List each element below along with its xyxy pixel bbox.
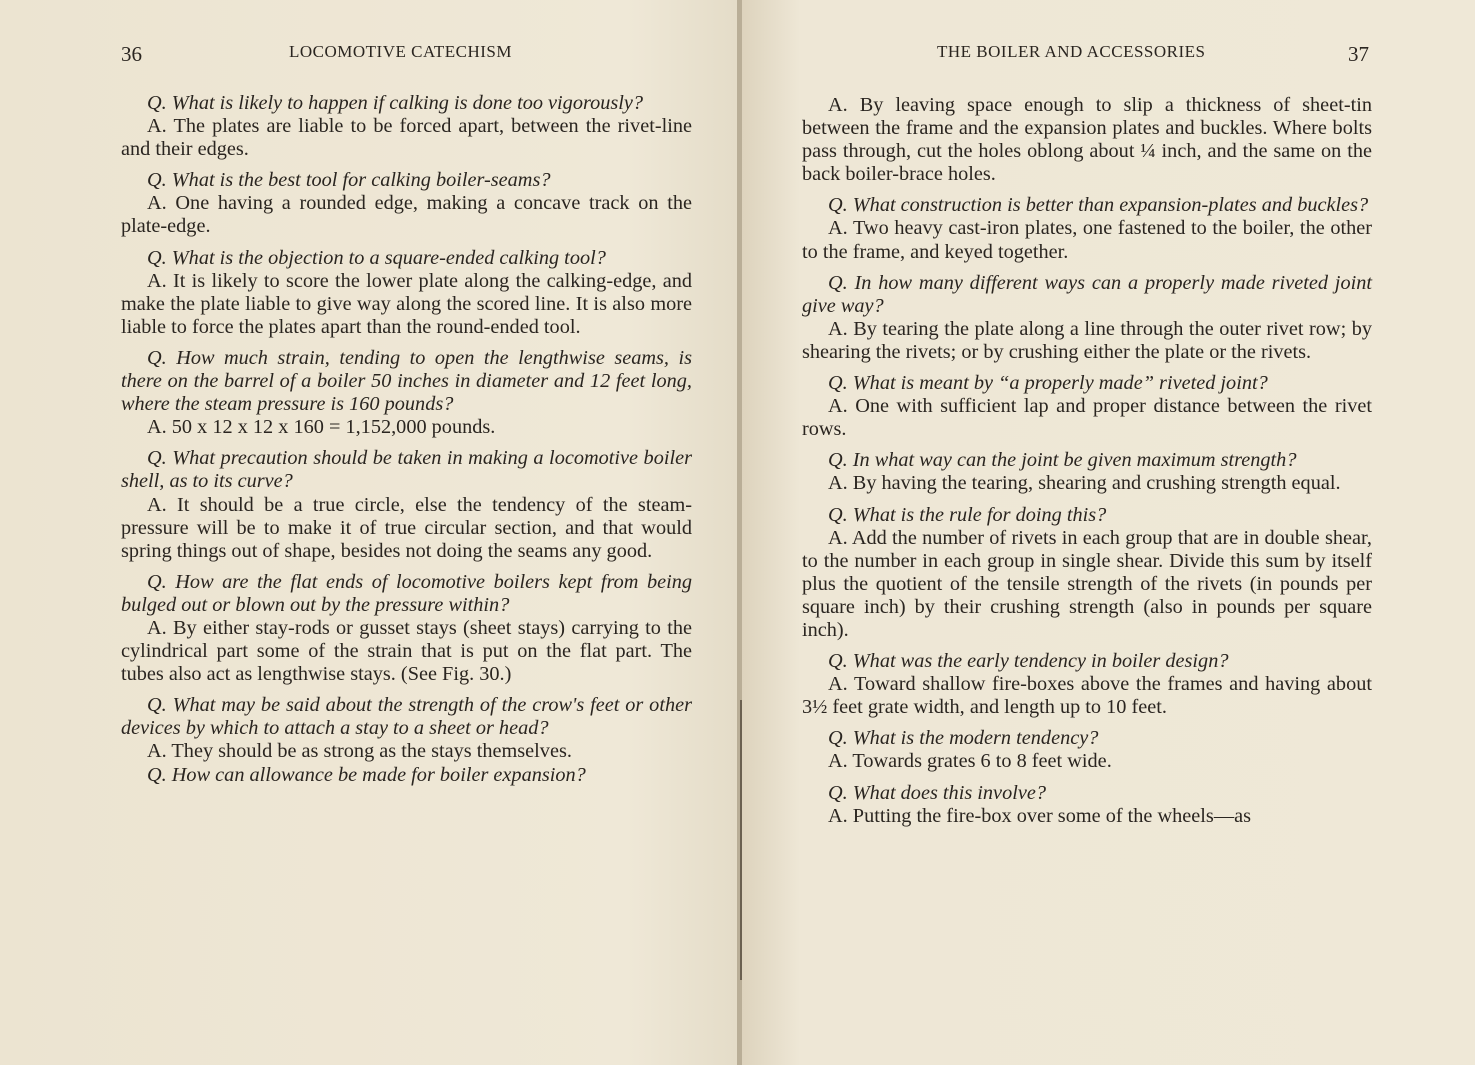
answer: A. One having a rounded edge, making a concave track on the plate-edge. — [121, 192, 692, 238]
question: Q. What is likely to happen if calking is done too vigorously? — [147, 92, 644, 114]
answer: A. They should be as strong as the stays themselves. — [147, 740, 572, 763]
qa-entry — [121, 447, 692, 562]
qa-entry — [802, 449, 1372, 495]
question: Q. What is the objection to a square-ended calking tool? — [147, 246, 606, 269]
question: Q. In what way can the joint be given maximum strength? — [828, 449, 1297, 472]
qa-entry — [121, 92, 692, 161]
left-text-column — [121, 92, 692, 795]
qa-entry — [121, 247, 692, 339]
qa-entry — [802, 727, 1372, 773]
answer: A. One with sufficient lap and proper distance between the rivet rows. — [802, 395, 1372, 441]
qa-entry — [121, 764, 692, 787]
answer: A. 50 x 12 x 12 x 160 = 1,152,000 pounds. — [147, 416, 496, 439]
question: Q. What precaution should be taken in making a locomotive boiler shell, as to its curve? — [121, 447, 692, 493]
question: Q. In how many different ways can a properly made riveted joint give way? — [802, 271, 1372, 317]
question: Q. What is meant by “a properly made” riveted joint? — [828, 372, 1268, 395]
qa-entry — [802, 782, 1372, 828]
qa-entry — [802, 504, 1372, 643]
answer: A. By either stay-rods or gusset stays (sheet stays) carrying to the cylindrical part some of the strain that is put on the flat part. The tubes also act as lengthwise stays. (See Fig. 30.) — [121, 616, 692, 686]
qa-entry — [802, 272, 1372, 364]
qa-entry — [121, 571, 692, 686]
question: Q. What may be said about the strength of the crow's feet or other devices by which to attach a stay to a sheet or head? — [121, 694, 692, 740]
answer: A. Towards grates 6 to 8 feet wide. — [828, 750, 1112, 773]
running-head: THE BOILER AND ACCESSORIES — [937, 42, 1206, 61]
answer: A. Two heavy cast-iron plates, one fastened to the boiler, the other to the frame, and keyed together. — [802, 217, 1372, 263]
question: Q. What is the best tool for calking boiler-seams? — [147, 169, 551, 192]
qa-entry — [802, 650, 1372, 719]
right-page — [742, 0, 1475, 1065]
question: Q. What construction is better than expansion-plates and buckles? — [828, 194, 1369, 217]
qa-entry — [802, 194, 1372, 263]
qa-entry — [121, 694, 692, 763]
answer: A. By having the tearing, shearing and crushing strength equal. — [828, 472, 1341, 495]
question: Q. How are the flat ends of locomotive boilers kept from being bulged out or blown out by the pressure within? — [121, 570, 692, 616]
answer: A. By leaving space enough to slip a thickness of sheet-tin between the frame and the expansion plates and buckles. Where bolts pass through, cut the holes oblong about ¼ inch, and the same on the back boiler-brace holes. — [802, 94, 1372, 186]
question: Q. What does this involve? — [828, 781, 1046, 804]
right-text-column — [802, 94, 1372, 836]
page-number: 36 — [121, 42, 142, 66]
answer: A. The plates are liable to be forced apart, between the rivet-line and their edges. — [121, 115, 692, 161]
page-number: 37 — [1348, 42, 1369, 66]
question: Q. How can allowance be made for boiler expansion? — [147, 763, 586, 786]
answer: A. It should be a true circle, else the tendency of the steam-pressure will be to make it of true circular section, and that would spring things out of shape, besides not doing the seams any good. — [121, 493, 692, 562]
answer: A. Toward shallow fire-boxes above the frames and having about 3½ feet grate width, and length up to 10 feet. — [802, 673, 1372, 719]
qa-entry — [121, 347, 692, 439]
qa-entry — [802, 94, 1372, 186]
question: Q. What was the early tendency in boiler design? — [828, 650, 1229, 673]
answer: A. Putting the fire-box over some of the wheels—as — [828, 804, 1251, 827]
qa-entry — [802, 372, 1372, 441]
answer: A. Add the number of rivets in each group that are in double shear, to the number in each group in single shear. Divide this sum by itself plus the quotient of the tensile strength of the rivets (in pounds per square inch) by their crushing strength (also in pounds per square inch). — [802, 526, 1372, 641]
question: Q. What is the modern tendency? — [828, 727, 1099, 750]
question: Q. What is the rule for doing this? — [828, 503, 1107, 526]
answer: A. It is likely to score the lower plate along the calking-edge, and make the plate liable to give way along the scored line. It is also more liable to force the plates apart than the round-ended tool. — [121, 269, 692, 338]
question: Q. How much strain, tending to open the lengthwise seams, is there on the barrel of a boiler 50 inches in diameter and 12 feet long, where the steam pressure is 160 pounds? — [121, 346, 692, 416]
qa-entry — [121, 169, 692, 238]
answer: A. By tearing the plate along a line through the outer rivet row; by shearing the rivets; or by crushing either the plate or the rivets. — [802, 317, 1372, 363]
running-head: LOCOMOTIVE CATECHISM — [289, 42, 512, 61]
